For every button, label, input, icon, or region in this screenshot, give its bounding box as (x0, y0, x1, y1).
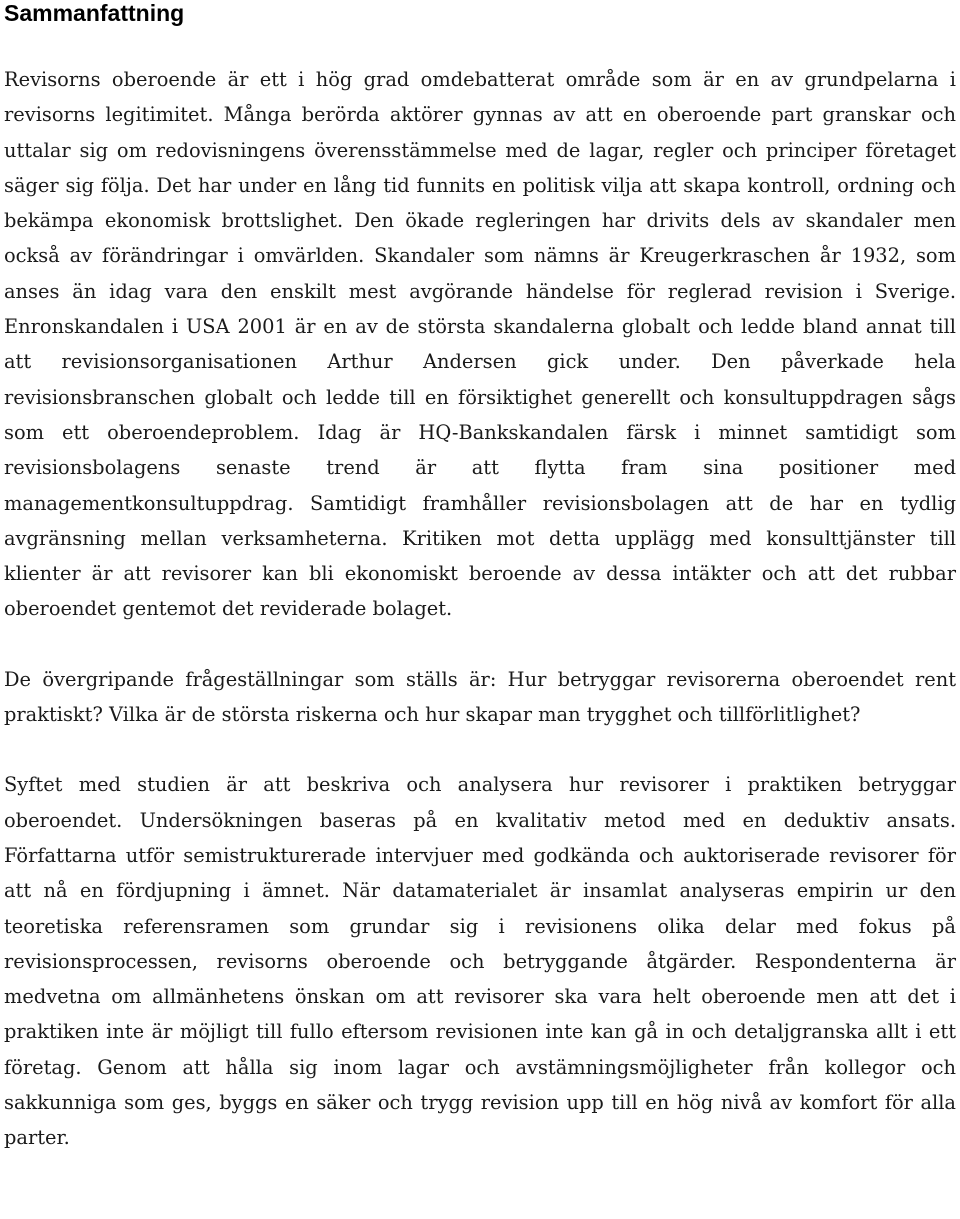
paragraph-purpose-method: Syftet med studien är att beskriva och analysera hur revisorer i praktiken betryggar oberoendet. Undersökningen baseras på en kvalitativ metod med en deduktiv ansats. Författarna utför semistrukturerade intervjuer med godkända och auktoriserade revisorer för att nå en fördjupning i ämnet. När datamaterialet är insamlat analyseras empirin ur den teoretiska referensramen som grundar sig i revisionens olika delar med fokus på revisionsprocessen, revisorns oberoende och betryggande åtgärder. Respondenterna är medvetna om allmänhetens önskan om att revisorer ska vara helt oberoende men att det i praktiken inte är möjligt till fullo eftersom revisionen inte kan gå in och detaljgranska allt i ett företag. Genom att hålla sig inom lagar och avstämningsmöjligheter från kollegor och sakkunniga som ges, byggs en säker och trygg revision upp till en hög nivå av komfort för alla parter. (4, 773, 956, 1150)
paragraph-research-questions: De övergripande frågeställningar som ställs är: Hur betryggar revisorerna oberoendet rent praktiskt? Vilka är de största riskerna och hur skapar man trygghet och tillförlitlighet? (4, 667, 956, 727)
paragraph-background: Revisorns oberoende är ett i hög grad omdebatterat område som är en av grundpelarna i revisorns legitimitet. Många berörda aktörer gynnas av att en oberoende part granskar och uttalar sig om redovisningens överensstämmelse med de lagar, regler och principer företaget säger sig följa. Det har under en lång tid funnits en politisk vilja att skapa kontroll, ordning och bekämpa ekonomisk brottslighet. Den ökade regleringen har drivits dels av skandaler men också av förändringar i omvärlden. Skandaler som nämns är Kreugerkraschen år 1932, som anses än idag vara den enskilt mest avgörande händelse för reglerad revision i Sverige. Enronskandalen i USA 2001 är en av de största skandalerna globalt och ledde bland annat till att revisionsorganisationen Arthur Andersen gick under. Den påverkade hela revisionsbranschen globalt och ledde till en försiktighet generellt och konsultuppdragen sågs som ett oberoendeproblem. Idag är HQ-Bankskandalen färsk i minnet samtidigt som revisionsbolagens senaste trend är att flytta fram sina positioner med managementkonsultuppdrag. Samtidigt framhåller revisionsbolagen att de har en tydlig avgränsning mellan verksamheterna. Kritiken mot detta upplägg med konsulttjänster till klienter är att revisorer kan bli ekonomiskt beroende av dessa intäkter och att det rubbar oberoendet gentemot det reviderade bolaget. (4, 68, 956, 621)
section-heading: Sammanfattning (4, 0, 185, 26)
